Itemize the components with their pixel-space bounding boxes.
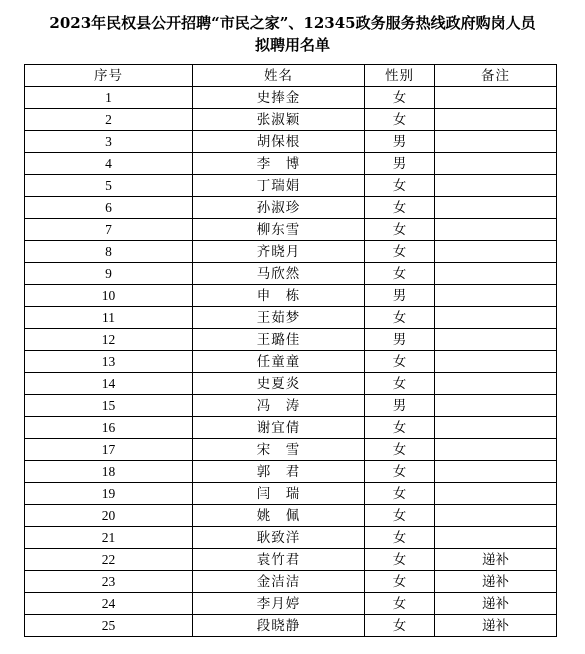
cell-gender: 女 (365, 351, 435, 373)
cell-remarks: 递补 (435, 549, 557, 571)
cell-remarks (435, 417, 557, 439)
document-title: 2023年民权县公开招聘“市民之家”、12345政务服务热线政府购岗人员 (49, 14, 536, 32)
cell-name: 宋 雪 (193, 439, 365, 461)
cell-serial-number: 25 (25, 615, 193, 637)
cell-gender: 女 (365, 439, 435, 461)
cell-gender: 女 (365, 263, 435, 285)
header-name: 姓名 (193, 65, 365, 87)
cell-remarks (435, 175, 557, 197)
cell-gender: 女 (365, 307, 435, 329)
table-row (25, 461, 557, 483)
cell-serial-number: 16 (25, 417, 193, 439)
cell-name: 闫 瑞 (193, 483, 365, 505)
cell-name: 李 博 (193, 153, 365, 175)
table-row (25, 527, 557, 549)
cell-gender: 女 (365, 241, 435, 263)
cell-gender: 女 (365, 109, 435, 131)
cell-serial-number: 11 (25, 307, 193, 329)
table-row (25, 241, 557, 263)
cell-serial-number: 21 (25, 527, 193, 549)
table-row (25, 483, 557, 505)
cell-remarks (435, 109, 557, 131)
header-serial-number: 序号 (25, 65, 193, 87)
cell-name: 史捧金 (193, 87, 365, 109)
cell-gender: 女 (365, 593, 435, 615)
cell-name: 申 栋 (193, 285, 365, 307)
cell-remarks (435, 505, 557, 527)
cell-serial-number: 19 (25, 483, 193, 505)
cell-remarks (435, 153, 557, 175)
document-subtitle: 拟聘用名单 (254, 36, 330, 54)
table-row (25, 219, 557, 241)
cell-gender: 女 (365, 87, 435, 109)
cell-gender: 女 (365, 197, 435, 219)
cell-serial-number: 13 (25, 351, 193, 373)
table-row (25, 439, 557, 461)
table-row (25, 395, 557, 417)
cell-remarks (435, 373, 557, 395)
cell-gender: 男 (365, 153, 435, 175)
cell-serial-number: 10 (25, 285, 193, 307)
cell-serial-number: 5 (25, 175, 193, 197)
cell-name: 史夏炎 (193, 373, 365, 395)
cell-remarks (435, 483, 557, 505)
cell-gender: 女 (365, 549, 435, 571)
cell-remarks (435, 241, 557, 263)
cell-gender: 男 (365, 285, 435, 307)
header-gender: 性别 (365, 65, 435, 87)
cell-serial-number: 20 (25, 505, 193, 527)
cell-gender: 女 (365, 373, 435, 395)
table-row (25, 285, 557, 307)
table-row (25, 571, 557, 593)
cell-serial-number: 8 (25, 241, 193, 263)
table-row (25, 197, 557, 219)
table-row (25, 505, 557, 527)
cell-remarks (435, 461, 557, 483)
cell-name: 张淑颖 (193, 109, 365, 131)
table-row (25, 109, 557, 131)
cell-serial-number: 4 (25, 153, 193, 175)
cell-remarks (435, 307, 557, 329)
cell-remarks: 递补 (435, 571, 557, 593)
cell-gender: 女 (365, 505, 435, 527)
cell-serial-number: 15 (25, 395, 193, 417)
table-header-row (25, 65, 557, 87)
cell-name: 谢宜倩 (193, 417, 365, 439)
table-row (25, 175, 557, 197)
cell-gender: 女 (365, 483, 435, 505)
cell-name: 王璐佳 (193, 329, 365, 351)
cell-name: 孙淑珍 (193, 197, 365, 219)
table-row (25, 417, 557, 439)
cell-name: 姚 佩 (193, 505, 365, 527)
table-row (25, 153, 557, 175)
cell-gender: 男 (365, 395, 435, 417)
cell-name: 袁竹君 (193, 549, 365, 571)
cell-gender: 女 (365, 175, 435, 197)
cell-serial-number: 23 (25, 571, 193, 593)
header-remarks: 备注 (435, 65, 557, 87)
cell-remarks (435, 219, 557, 241)
cell-name: 金洁洁 (193, 571, 365, 593)
table-row (25, 131, 557, 153)
cell-remarks (435, 131, 557, 153)
table-row (25, 351, 557, 373)
cell-gender: 男 (365, 329, 435, 351)
table-row (25, 87, 557, 109)
cell-name: 郭 君 (193, 461, 365, 483)
cell-remarks (435, 395, 557, 417)
table-row (25, 593, 557, 615)
cell-serial-number: 18 (25, 461, 193, 483)
table-row (25, 263, 557, 285)
cell-remarks (435, 527, 557, 549)
cell-gender: 女 (365, 615, 435, 637)
cell-serial-number: 12 (25, 329, 193, 351)
cell-serial-number: 17 (25, 439, 193, 461)
cell-name: 齐晓月 (193, 241, 365, 263)
cell-remarks: 递补 (435, 615, 557, 637)
cell-name: 李月婷 (193, 593, 365, 615)
cell-name: 耿致洋 (193, 527, 365, 549)
cell-serial-number: 3 (25, 131, 193, 153)
cell-name: 马欣然 (193, 263, 365, 285)
cell-serial-number: 2 (25, 109, 193, 131)
cell-serial-number: 6 (25, 197, 193, 219)
cell-serial-number: 9 (25, 263, 193, 285)
table-row (25, 549, 557, 571)
cell-name: 冯 涛 (193, 395, 365, 417)
cell-remarks (435, 285, 557, 307)
cell-serial-number: 7 (25, 219, 193, 241)
cell-serial-number: 24 (25, 593, 193, 615)
table-body (25, 87, 557, 637)
table-row (25, 307, 557, 329)
cell-name: 柳东雪 (193, 219, 365, 241)
cell-name: 任童童 (193, 351, 365, 373)
table-row (25, 373, 557, 395)
cell-remarks (435, 263, 557, 285)
table-row (25, 615, 557, 637)
cell-gender: 男 (365, 131, 435, 153)
cell-name: 段晓静 (193, 615, 365, 637)
cell-remarks (435, 87, 557, 109)
cell-gender: 女 (365, 417, 435, 439)
cell-name: 胡保根 (193, 131, 365, 153)
cell-gender: 女 (365, 461, 435, 483)
cell-gender: 女 (365, 527, 435, 549)
hiring-list-table (24, 64, 557, 637)
cell-remarks (435, 197, 557, 219)
cell-remarks (435, 351, 557, 373)
cell-name: 王茹梦 (193, 307, 365, 329)
cell-gender: 女 (365, 571, 435, 593)
cell-serial-number: 22 (25, 549, 193, 571)
table-row (25, 329, 557, 351)
cell-gender: 女 (365, 219, 435, 241)
cell-serial-number: 1 (25, 87, 193, 109)
cell-remarks (435, 439, 557, 461)
cell-remarks: 递补 (435, 593, 557, 615)
cell-serial-number: 14 (25, 373, 193, 395)
cell-name: 丁瑞娟 (193, 175, 365, 197)
cell-remarks (435, 329, 557, 351)
